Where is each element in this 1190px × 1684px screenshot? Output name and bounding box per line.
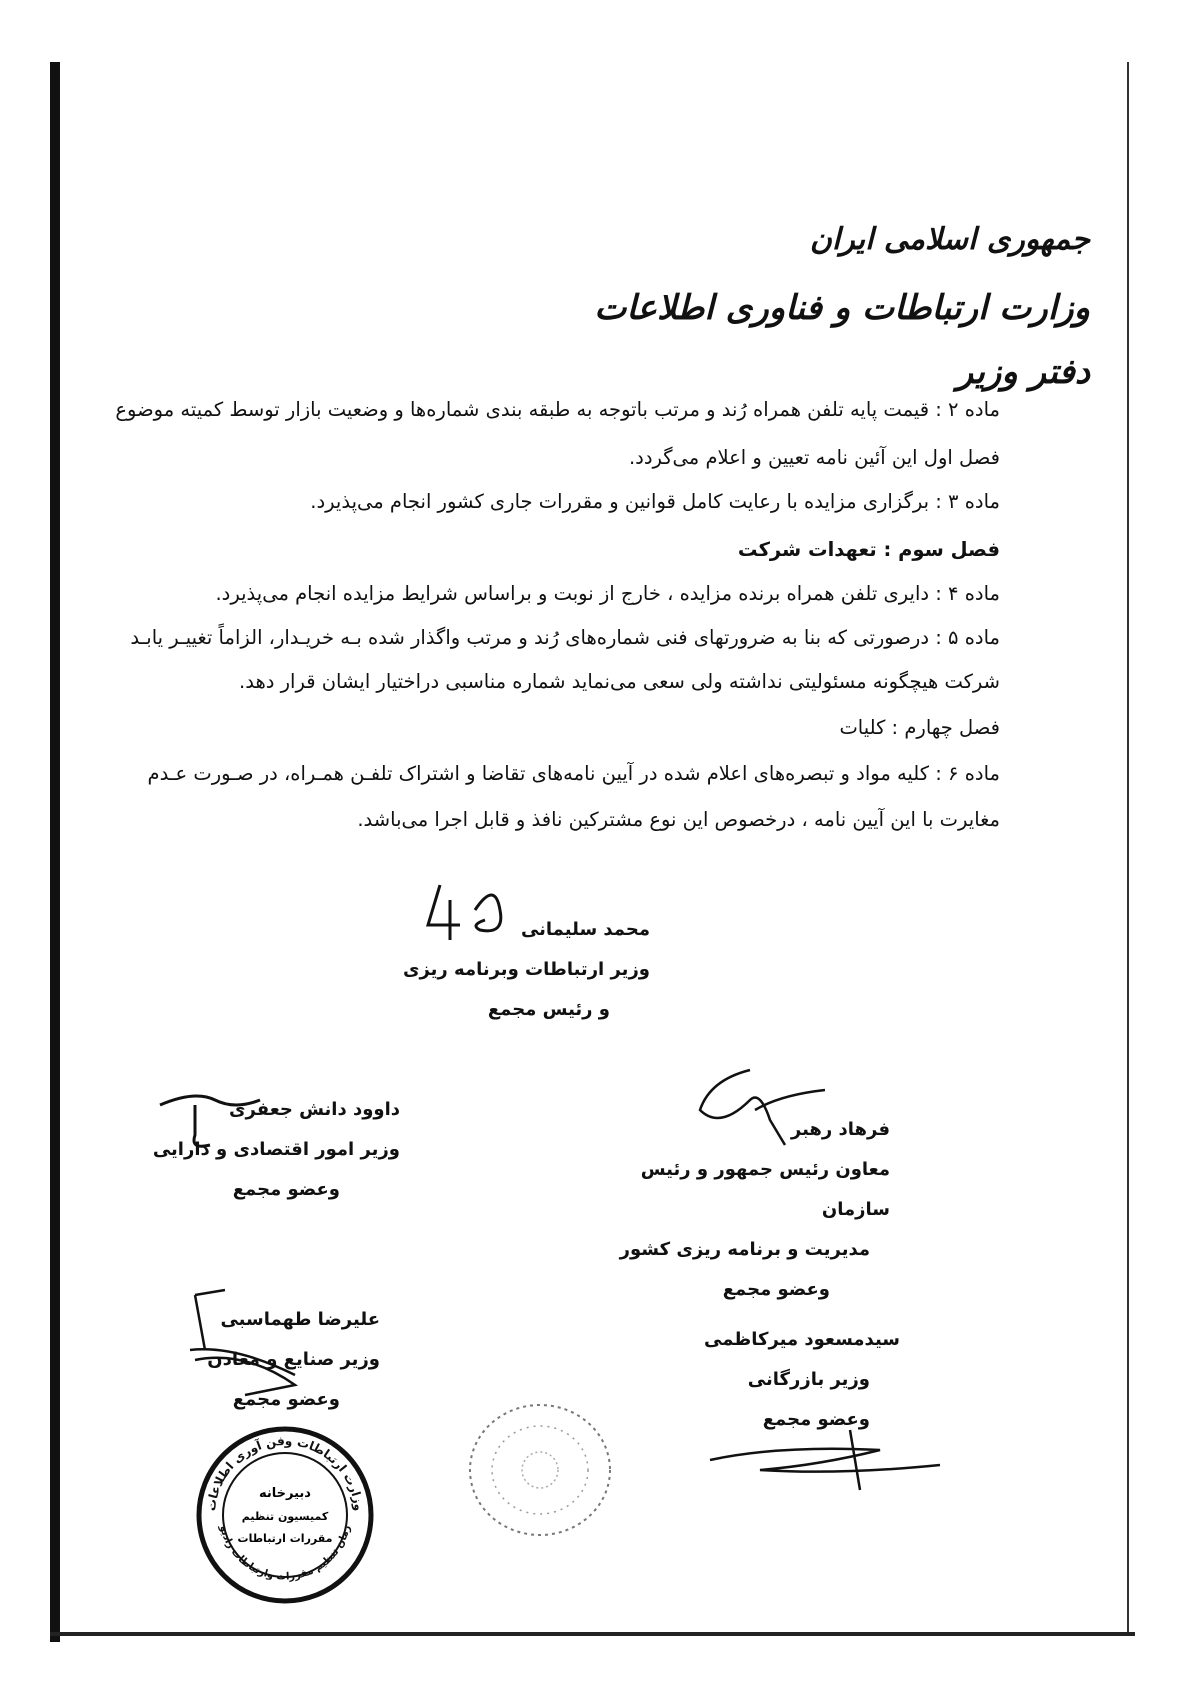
article-6-line-2: مغایرت با این آیین نامه ، درخصوص این نوع مشترکین نافذ و قابل اجرا می‌باشد. (357, 808, 1000, 831)
signatory-commerce-name: سیدمسعود میرکاظمی (703, 1329, 900, 1350)
signatory-economy-title: وزیر امور اقتصادی و دارایی (152, 1139, 400, 1160)
signature-industry (185, 1290, 305, 1400)
stamp-line-1: دبیرخانه (259, 1486, 311, 1501)
signatory-main-title: وزیر ارتباطات وبرنامه ریزی (402, 959, 650, 980)
signatory-planning-name: فرهاد رهبر (790, 1119, 890, 1140)
article-5-line-2: شرکت هیچگونه مسئولیتی نداشته ولی سعی می‌نماید شماره مناسبی دراختیار ایشان قرار دهد. (239, 670, 1000, 693)
page-border-left (50, 62, 60, 1642)
stamp-line-2: کمیسیون تنظیم (241, 1510, 329, 1523)
page-border-right (1127, 62, 1129, 1636)
signatory-planning-title-1: معاون رئیس جمهور و رئیس سازمان (640, 1159, 890, 1220)
faded-seal (465, 1400, 615, 1540)
article-5-line-1: ماده ۵ : درصورتی که بنا به ضرورتهای فنی شماره‌های رُند و مرتب واگذار شده بـه خریـدار، الزاماً تغییـر یابـد (130, 626, 1000, 649)
chapter-4-heading: فصل چهارم : کلیات (839, 716, 1000, 739)
page-border-bottom (50, 1632, 1135, 1636)
signatory-economy-name: داوود دانش جعفری (229, 1099, 400, 1120)
signatory-planning-title-2: مدیریت و برنامه ریزی کشور (619, 1239, 870, 1260)
official-stamp (189, 1417, 375, 1605)
article-2-line-1: ماده ۲ : قیمت پایه تلفن همراه رُند و مرتب باتوجه به طبقه بندی شماره‌ها و وضعیت بازار توسط کمیته موضوع (115, 398, 1000, 421)
article-4: ماده ۴ : دایری تلفن همراه برنده مزایده ، خارج از نوبت و براساس شرایط مزایده انجام می‌پذیرد. (215, 582, 1000, 605)
signatory-main-role: و رئیس مجمع (487, 999, 610, 1020)
signature-commerce (700, 1420, 950, 1500)
signatory-industry-name: علیرضا طهماسبی (220, 1309, 380, 1330)
letterhead-ministry: وزارت ارتباطات و فناوری اطلاعات (594, 288, 1090, 328)
signatory-commerce-role: وعضو مجمع (762, 1409, 870, 1430)
signatory-industry-role: وعضو مجمع (232, 1389, 340, 1410)
stamp-ring-bottom: سازمان تنظیم مقررات وارتباطات رادیویی (189, 1417, 353, 1583)
signature-economy (155, 1075, 265, 1155)
article-2-line-2: فصل اول این آئین نامه تعیین و اعلام می‌گردد. (628, 446, 1000, 469)
letterhead-office: دفتر وزیر (956, 352, 1090, 392)
article-6-line-1: ماده ۶ : کلیه مواد و تبصره‌های اعلام شده در آیین نامه‌های تقاضا و اشتراک تلفـن همـراه، در صـورت عـدم (147, 762, 1000, 785)
signature-main (420, 880, 520, 950)
signatory-main-name: محمد سلیمانی (520, 919, 650, 940)
signature-planning (690, 1060, 830, 1160)
signatory-industry-title: وزیر صنایع و معادن (207, 1349, 380, 1370)
stamp-line-3: مقررات ارتباطات (237, 1532, 333, 1545)
chapter-3-heading: فصل سوم : تعهدات شرکت (737, 538, 1000, 561)
signatory-economy-role: وعضو مجمع (232, 1179, 340, 1200)
signatory-commerce-title: وزیر بازرگانی (747, 1369, 870, 1390)
signatory-planning-role: وعضو مجمع (722, 1279, 830, 1300)
letterhead-country: جمهوری اسلامی ایران (809, 222, 1090, 257)
stamp-ring-text: وزارت ارتباطات وفن آوری اطلاعات (203, 1433, 366, 1512)
article-3: ماده ۳ : برگزاری مزایده با رعایت کامل قوانین و مقررات جاری کشور انجام می‌پذیرد. (310, 490, 1000, 513)
